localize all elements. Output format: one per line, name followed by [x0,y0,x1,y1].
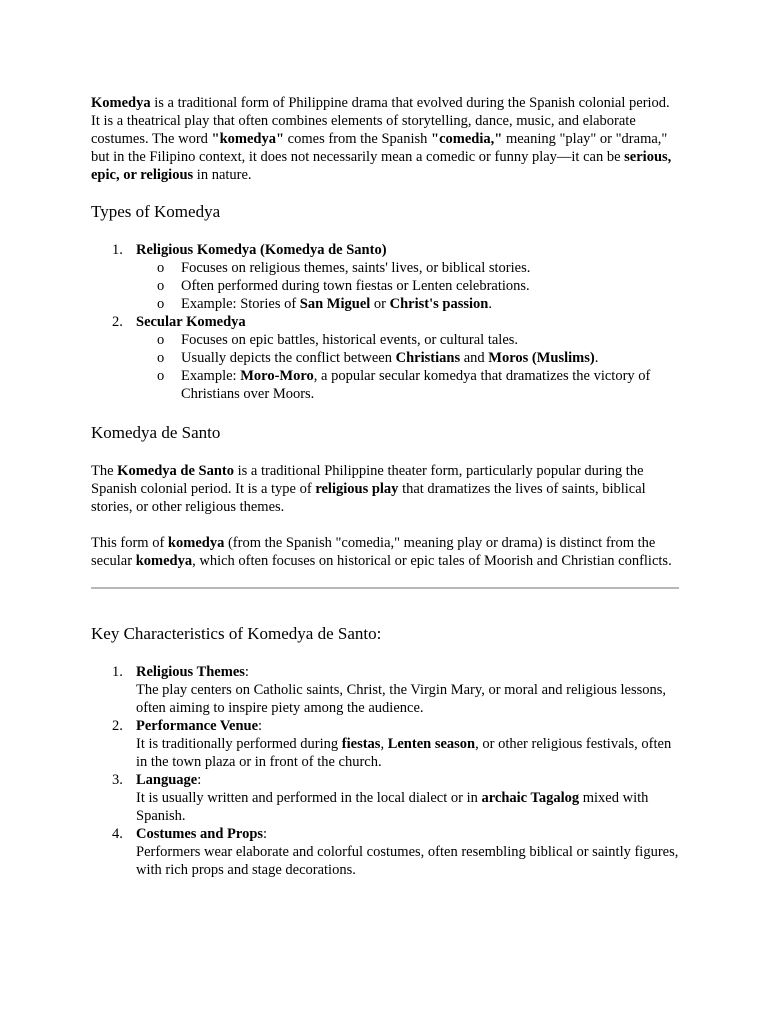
characteristics-item-header [136,717,681,735]
desc-text: Performers wear elaborate and colorful costumes, often resembling biblical or saintly figures, with rich props and stage decorations. [136,844,679,878]
bullet-icon: o [157,368,165,384]
list-number: 1. [112,242,123,258]
desc-text: It is traditionally performed during [136,736,342,752]
types-item-title: Secular Komedya [136,314,246,330]
desc-bold: Lenten season [387,736,476,752]
paragraph-bold: komedya [167,535,225,551]
sub-item-text: . [488,296,492,312]
intro-spanish: "comedia," [431,131,503,147]
bullet-icon: o [157,260,165,276]
bullet-icon: o [157,278,165,294]
bullet-icon: o [157,350,165,366]
desc-text: It is usually written and performed in the local dialect or in [136,790,482,806]
sub-item-bold: Christians [395,350,461,366]
sub-item [136,331,681,349]
santo-paragraph-2 [91,534,681,570]
sub-item-text: and [460,350,489,366]
types-item [91,313,681,403]
intro-text-2: comes from the Spanish [284,131,432,147]
sub-item-text: , a popular secular komedya that dramatizes the victory of Christians over Moors. [181,368,651,402]
desc-text: mixed with Spanish. [136,790,649,824]
paragraph-text: The [91,463,118,479]
characteristics-item-desc [136,735,681,771]
list-number: 4. [112,826,123,842]
bullet-icon: o [157,296,165,312]
colon: : [263,826,268,842]
characteristics-item-desc [136,843,681,879]
characteristics-list [91,663,681,879]
colon: : [244,664,249,680]
characteristics-item-desc [136,681,681,717]
intro-word: "komedya" [211,131,285,147]
characteristics-item-title: Language [136,772,198,788]
sub-item [136,259,681,277]
paragraph-bold: Komedya de Santo [117,463,234,479]
list-number: 1. [112,664,123,680]
types-sublist [136,331,681,403]
sub-item-bold: Moros (Muslims) [488,350,595,366]
list-number: 3. [112,772,123,788]
intro-text-3: meaning "play" or "drama," but in the Filipino context, it does not necessarily mean a comedic or funny play—it can be [91,131,668,165]
sub-item-bold: San Miguel [299,296,371,312]
sub-item [136,277,681,295]
characteristics-heading: Key Characteristics of Komedya de Santo: [91,624,382,643]
desc-bold: archaic Tagalog [481,790,580,806]
sub-item-text: . [594,350,599,366]
sub-item-bold: Christ's passion [389,296,489,312]
characteristics-item [91,717,681,771]
characteristics-item [91,663,681,717]
characteristics-item-header [136,825,681,843]
desc-text: , [380,736,388,752]
list-number: 2. [112,314,123,330]
intro-text-4: in nature. [193,167,252,183]
types-heading: Types of Komedya [91,202,221,221]
intro-text-1: is a traditional form of Philippine drama that evolved during the Spanish colonial period. It is a theatrical play that often combines elements of storytelling, dance, music, and elaborate costumes. The word [91,95,670,147]
horizontal-divider [91,587,679,589]
paragraph-text: , which often focuses on historical or epic tales of Moorish and Christian conflicts. [192,553,672,569]
sub-item-text: Example: Stories of [181,296,300,312]
sub-item-text: Focuses on religious themes, saints' lives, or biblical stories. [181,260,531,276]
desc-text: The play centers on Catholic saints, Christ, the Virgin Mary, or moral and religious lessons, often aiming to inspire piety among the audience. [136,682,667,716]
characteristics-item-header [136,663,681,681]
sub-item-text: Usually depicts the conflict between [181,350,396,366]
sub-item [136,295,681,313]
intro-nature: serious, epic, or religious [91,149,672,183]
desc-bold: fiestas [341,736,381,752]
characteristics-item [91,825,681,879]
paragraph-text: is a traditional Philippine theater form, particularly popular during the Spanish colonial period. It is a type of [91,463,644,497]
santo-paragraph-1 [91,462,681,516]
characteristics-item-header [136,771,681,789]
sub-item [136,367,681,403]
sub-item-text: Often performed during town fiestas or Lenten celebrations. [181,278,530,294]
sub-item-bold: Moro-Moro [240,368,314,384]
bullet-icon: o [157,332,165,348]
sub-item [136,349,681,367]
characteristics-item-desc [136,789,681,825]
santo-heading: Komedya de Santo [91,423,221,442]
types-item-title: Religious Komedya (Komedya de Santo) [136,242,387,258]
desc-text: , or other religious festivals, often in the town plaza or in front of the church. [136,736,672,770]
types-sublist [136,259,681,313]
sub-item-text: or [370,296,390,312]
list-number: 2. [112,718,123,734]
characteristics-item-title: Religious Themes [136,664,245,680]
paragraph-text: (from the Spanish "comedia," meaning play or drama) is distinct from the secular [91,535,656,569]
characteristics-item-title: Costumes and Props [136,826,264,842]
characteristics-item [91,771,681,825]
paragraph-bold: religious play [315,481,399,497]
colon: : [197,772,202,788]
document-page [91,94,681,879]
intro-term: Komedya [91,95,151,111]
sub-item-text: Example: [181,368,241,384]
colon: : [258,718,263,734]
paragraph-bold: komedya [135,553,193,569]
intro-paragraph [91,94,681,184]
paragraph-text: This form of [91,535,168,551]
characteristics-item-title: Performance Venue [136,718,259,734]
types-item [91,241,681,313]
sub-item-text: Focuses on epic battles, historical events, or cultural tales. [181,332,519,348]
types-list [91,241,681,403]
paragraph-text: that dramatizes the lives of saints, biblical stories, or other religious themes. [91,481,646,515]
